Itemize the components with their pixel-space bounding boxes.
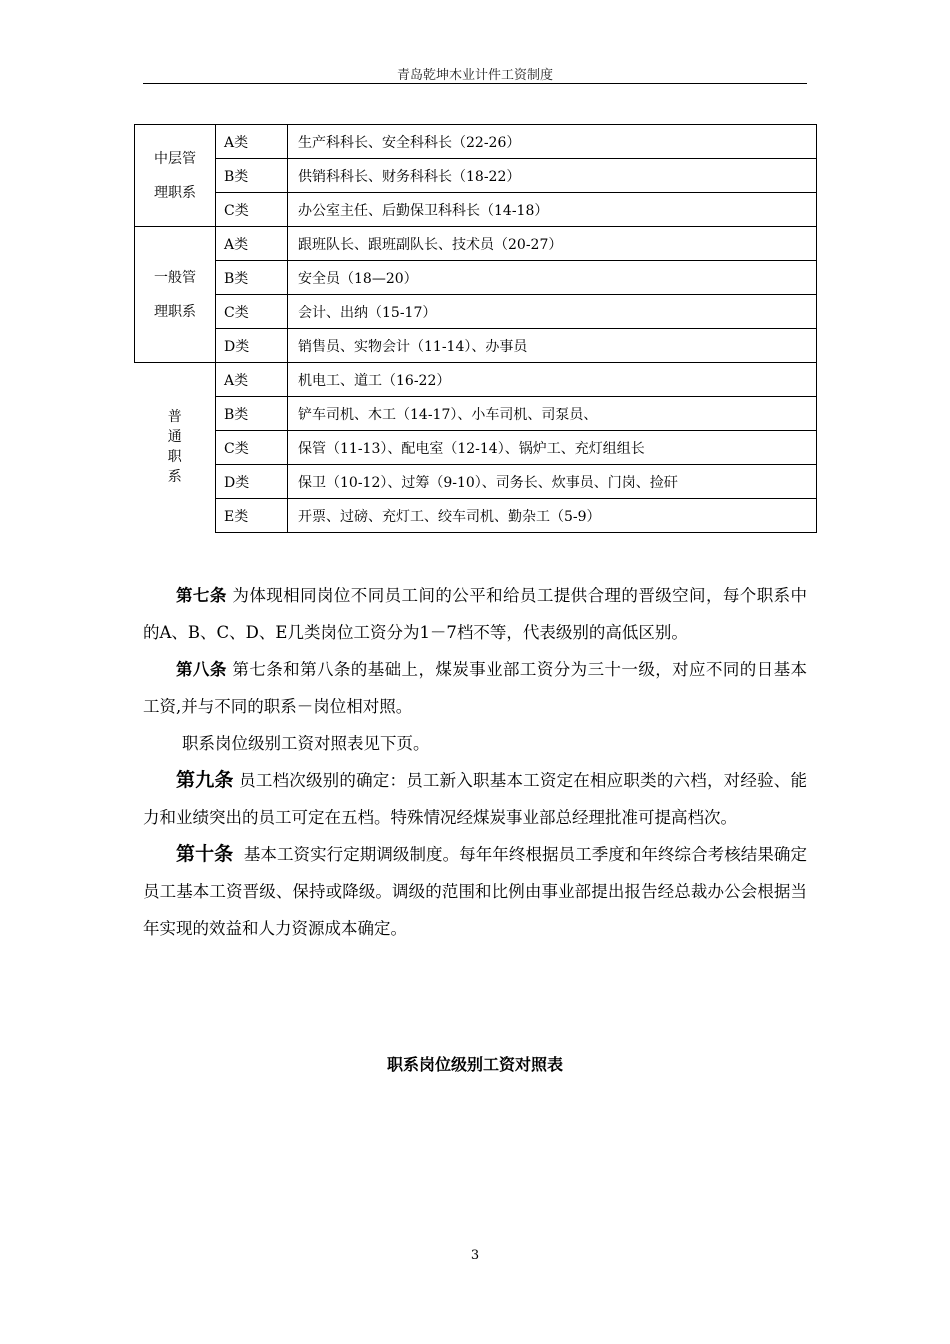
table-row — [135, 227, 817, 261]
table-row — [135, 193, 817, 227]
position-cell: 保卫（10-12）、过筹（9-10）、司务长、炊事员、门岗、捡矸 — [288, 465, 817, 499]
table-row — [135, 125, 817, 159]
table-row — [135, 465, 817, 499]
article-8 — [143, 651, 807, 725]
class-cell: C类 — [216, 295, 288, 329]
job-system-cell — [135, 363, 216, 533]
note-line: 职系岗位级别工资对照表见下页。 — [182, 734, 430, 753]
article-text: 为体现相同岗位不同员工间的公平和给员工提供合理的晋级空间，每个职系中的A、B、C、D、E几类岗位工资分为1－7档不等，代表级别的高低区别。 — [143, 586, 808, 642]
position-cell: 保管（11-13）、配电室（12-14）、锅炉工、充灯组组长 — [288, 431, 817, 465]
position-cell: 供销科科长、财务科科长（18-22） — [288, 159, 817, 193]
article-label: 第十条 — [176, 843, 234, 865]
article-9 — [143, 762, 807, 836]
table-row — [135, 431, 817, 465]
table-row — [135, 329, 817, 363]
table-row — [135, 159, 817, 193]
table-row — [135, 499, 817, 533]
article-text: 员工档次级别的确定：员工新入职基本工资定在相应职类的六档，对经验、能力和业绩突出的员工可定在五档。特殊情况经煤炭事业部总经理批准可提高档次。 — [143, 771, 808, 827]
position-cell: 开票、过磅、充灯工、绞车司机、勤杂工（5-9） — [288, 499, 817, 533]
position-cell: 会计、出纳（15-17） — [288, 295, 817, 329]
table-row — [135, 295, 817, 329]
section-title: 职系岗位级别工资对照表 — [386, 1055, 563, 1074]
job-system-cell — [135, 227, 216, 363]
article-10 — [143, 836, 807, 947]
position-cell: 跟班队长、跟班副队长、技术员（20-27） — [288, 227, 817, 261]
job-system-name: 一般管 — [154, 269, 196, 286]
job-system-cell — [135, 125, 216, 227]
class-cell: B类 — [216, 397, 288, 431]
job-system-name: 普通职系 — [167, 409, 182, 486]
class-cell: A类 — [216, 227, 288, 261]
class-cell: C类 — [216, 193, 288, 227]
position-cell: 铲车司机、木工（14-17）、小车司机、司泵员、 — [288, 397, 817, 431]
table-row — [135, 397, 817, 431]
article-text: 第七条和第八条的基础上，煤炭事业部工资分为三十一级，对应不同的日基本工资,并与不同的职系－岗位相对照。 — [143, 660, 808, 716]
class-cell: A类 — [216, 125, 288, 159]
class-cell: D类 — [216, 329, 288, 363]
article-body — [143, 577, 807, 947]
job-system-name: 理职系 — [154, 184, 196, 201]
class-cell: B类 — [216, 261, 288, 295]
article-label: 第八条 — [176, 660, 227, 679]
class-cell: D类 — [216, 465, 288, 499]
class-cell: E类 — [216, 499, 288, 533]
article-7 — [143, 577, 807, 651]
position-cell: 机电工、道工（16-22） — [288, 363, 817, 397]
class-cell: C类 — [216, 431, 288, 465]
class-cell: A类 — [216, 363, 288, 397]
header-rule — [143, 83, 807, 84]
position-cell: 销售员、实物会计（11-14）、办事员 — [288, 329, 817, 363]
table-row — [135, 261, 817, 295]
job-system-name: 中层管 — [154, 150, 196, 167]
position-cell: 安全员（18—20） — [288, 261, 817, 295]
position-cell: 生产科科长、安全科科长（22-26） — [288, 125, 817, 159]
article-text: 基本工资实行定期调级制度。每年年终根据员工季度和年终综合考核结果确定员工基本工资晋级、保持或降级。调级的范围和比例由事业部提出报告经总裁办公会根据当年实现的效益和人力资源成本确定。 — [143, 845, 807, 938]
page-header: 青岛乾坤木业计件工资制度 — [396, 68, 553, 83]
class-cell: B类 — [216, 159, 288, 193]
page-number: 3 — [470, 1248, 480, 1263]
job-system-name: 理职系 — [154, 303, 196, 320]
table-row — [135, 363, 817, 397]
article-label: 第七条 — [176, 586, 227, 605]
article-label: 第九条 — [176, 769, 234, 791]
job-grade-table — [134, 124, 817, 533]
position-cell: 办公室主任、后勤保卫科科长（14-18） — [288, 193, 817, 227]
